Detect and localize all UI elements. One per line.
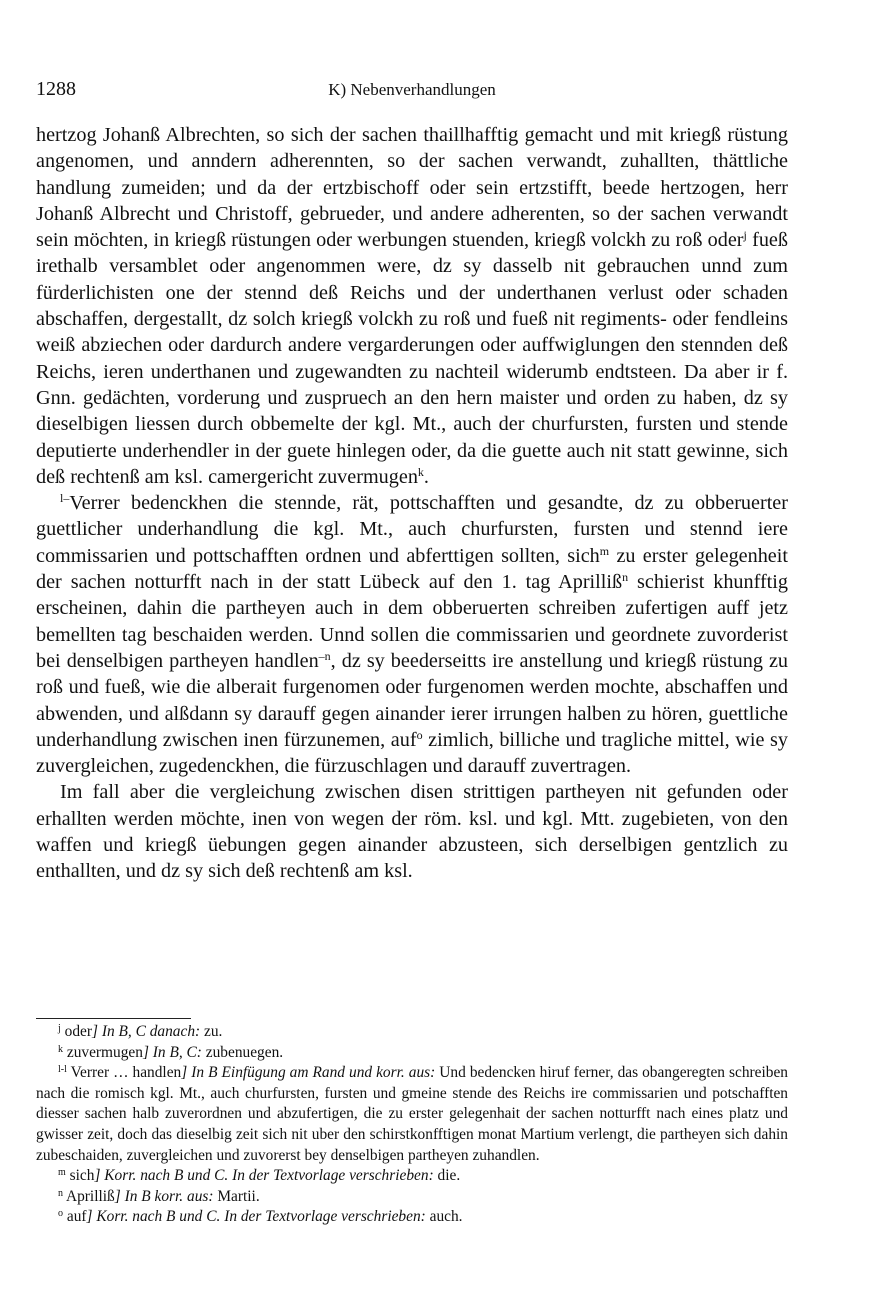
footnotes	[36, 1022, 788, 1228]
footnote-k: $^k$ zuvermugen] In B, C: zubenuegen.	[58, 1043, 284, 1061]
paragraph-2: $^{l-}$Verrer bedenckhen die stennde, rät, pottschafften und gesandte, dz zu obberuerter guettlicher underhandlung die kgl. Mt., auch churfursten, fursten und stennd iere commissarien und pottschafften ordnen und abferttigen sollten, sich$^m$ zu erster gelegenheit der sachen notturfft nach in der statt Lübeck auf den 1. tag Aprilliß$^n$ schierist khunfftig erscheinen, dahin die partheyen auch in dem obberuerten schreiben zufertigen auff jetz bemellten tag beschaiden werden. Unnd sollen die commissarien und geordnete zuvorderist bei denselbigen partheyen handlen$^{-n}$, dz sy beederseitts ire anstellung und kriegß rüstung zu roß und fueß, wie die alberait furgenomen oder furgenomen werden mochte, abschaffen und abwenden, und alßdann sy darauff gegen ainander ierer irrungen halben zu hören, guettliche underhandlung zwischen inen fürzunemen, auf$^o$ zimlich, billiche und tragliche mittel, wie sy zuvergleichen, zugedenckhen, die fürzuschlagen und darauff zuvertragen.	[36, 491, 788, 778]
footnote-mark-k: k	[417, 464, 424, 479]
footnote-m: $^m$ sich] Korr. nach B und C. In der Textvorlage verschrieben: die.	[58, 1167, 461, 1185]
footnote-mark-n-end: –n	[318, 648, 331, 663]
footnote-n: $^n$ Aprilliß] In B korr. aus: Martii.	[58, 1187, 260, 1205]
paragraph-3: Im fall aber die vergleichung zwischen disen strittigen partheyen nit gefunden oder erhallten werden möchte, inen von wegen der röm. ksl. und kgl. Mtt. zugebieten, von den waffen und kriegß üebungen gegen ainander abzusteen, sich derselbigen gentzlich zu enthallten, und dz sy sich deß rechtenß am ksl.	[36, 781, 788, 883]
footnote-mark-n: n	[622, 570, 629, 585]
paragraph-1: hertzog Johanß Albrechten, so sich der sachen thaillhafftig gemacht und mit kriegß rüstung angenomen, und anndern adherennten, so der sachen verwandt, zuhallten, thättliche handlung zumeiden; und da der ertzbischoff oder sein ertzstifft, beede hertzogen, herr Johanß Albrecht und Christoff, gebrueder, und andere adherenten, so der sachen verwandt sein möchten, in kriegß rüstungen oder werbungen stuenden, kriegß volckh zu roß oder$^j$ fueß irethalb versamblet oder angenommen were, dz sy dasselb nit gebrauchen unnd zum fürderlichisten one der stennd deß Reichs und der underthanen verlust oder schaden abschaffen, dergestallt, dz solch kriegß volckh zu roß und fueß nit regiments- oder fendleins weiß abziechen oder dardurch andere vergarderungen oder auffwiglungen den stennden deß Reichs, ieren underthanen und zugewandten zu nachteil widerumb endtsteen. Da aber ir f. Gnn. gedächten, vorderung und zuspruech an den hern maister und orden zu haben, dz sy dieselbigen liessen durch obbemelte der kgl. Mt., auch der churfursten, fursten und stende deputierte underhendler in der guete hinlegen oder, da die guette auch nit statt gewinne, sich deß rechtenß am ksl. camergericht zuvermugen$^k$.	[36, 124, 788, 488]
footnote-mark-m: m	[599, 543, 610, 558]
footnote-mark-l: l–	[60, 491, 70, 506]
page-header	[36, 78, 788, 104]
running-title: K) Nebenverhandlungen	[328, 80, 496, 99]
p2-seg2: zu erster gelegenheit der sachen notturfft nach in der statt Lübeck auf den 1. tag Aprilliß	[36, 544, 788, 594]
footnote-mark-o: o	[416, 727, 423, 742]
footnote-l: $^{l-l}$ Verrer … handlen] In B Einfügung am Rand und korr. aus: Und bedencken hiruf ferner, das obangeregten schreiben nach die romisch kgl. Mt., auch churfursten, fursten und gmeine stende des Reichs ire commissarien und potschafften diesser sachen halb zuverordnen und abzufertigen, die zu erster gelegenhait der sachen notturfft nach eines platz und gwisser zeit, doch das dieselbig zeit sich nit uber den schirstkonfftigen monat Martium verlengt, die partheyen sich dahin zubeschaiden, zuvergleichen und zuvorerst bey denselbigen partheyen zuhandlen.	[36, 1064, 788, 1164]
footnote-o: $^o$ auf] Korr. nach B und C. In der Textvorlage verschrieben: auch.	[58, 1208, 463, 1226]
page-number: 1288	[36, 78, 76, 100]
footnote-mark-j: j	[743, 228, 747, 243]
footnote-rule	[36, 1018, 191, 1019]
main-text	[36, 122, 788, 885]
footnote-j: $^j$ oder] In B, C danach: zu.	[58, 1023, 223, 1040]
